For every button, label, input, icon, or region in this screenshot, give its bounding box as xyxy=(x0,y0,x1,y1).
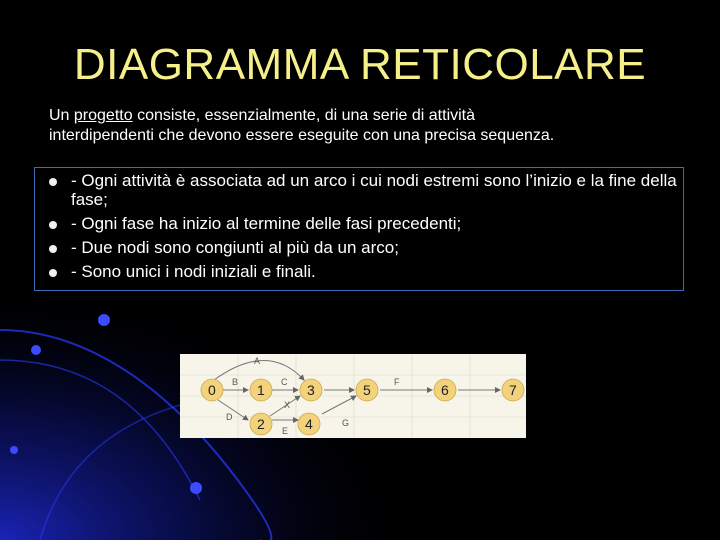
intro-line-2: interdipendenti che devono essere eseguite con una precisa sequenza. xyxy=(49,127,555,144)
bullet-text: - Due nodi sono congiunti al più da un arco; xyxy=(71,238,399,257)
slide-title: DIAGRAMMA RETICOLARE xyxy=(73,40,647,89)
bullet-text: - Ogni fase ha inizio al termine delle fasi precedenti; xyxy=(71,214,462,233)
edge-label: F xyxy=(394,377,400,387)
bullet-icon xyxy=(49,178,57,186)
bullet-list xyxy=(45,171,681,286)
node-label: 4 xyxy=(305,416,313,432)
edge-label: E xyxy=(282,426,289,436)
network-diagram xyxy=(180,354,526,438)
intro-text: consiste, essenzialmente, di una serie di attività xyxy=(132,107,476,124)
edge-label: C xyxy=(281,377,288,387)
bullet-item xyxy=(45,262,681,281)
bullet-text: - Ogni attività è associata ad un arco i cui nodi estremi sono l’inizio e la fine della fase; xyxy=(71,171,677,209)
bullet-icon xyxy=(49,245,57,253)
node-label: 2 xyxy=(257,416,265,432)
network-diagram-image xyxy=(180,354,526,438)
node-label: 7 xyxy=(509,382,517,398)
node-label: 0 xyxy=(208,382,216,398)
bullet-box xyxy=(34,167,684,291)
node-label: 1 xyxy=(257,382,265,398)
bullet-icon xyxy=(49,269,57,277)
edge-label: X xyxy=(284,400,291,410)
intro-line-1 xyxy=(49,106,689,126)
bullet-item xyxy=(45,214,681,233)
intro-text: Un xyxy=(49,107,74,124)
edge-label: B xyxy=(232,377,239,387)
node-label: 6 xyxy=(441,382,449,398)
bullet-icon xyxy=(49,221,57,229)
node-label: 3 xyxy=(307,382,315,398)
edge-label: A xyxy=(254,356,261,366)
bullet-text: - Sono unici i nodi iniziali e finali. xyxy=(71,262,316,281)
edge-label: G xyxy=(342,418,350,428)
underlined-word: progetto xyxy=(73,107,133,124)
bullet-item xyxy=(45,238,681,257)
bullet-item xyxy=(45,171,681,209)
edge-label: D xyxy=(226,412,233,422)
node-label: 5 xyxy=(363,382,371,398)
intro-paragraph xyxy=(49,106,689,146)
